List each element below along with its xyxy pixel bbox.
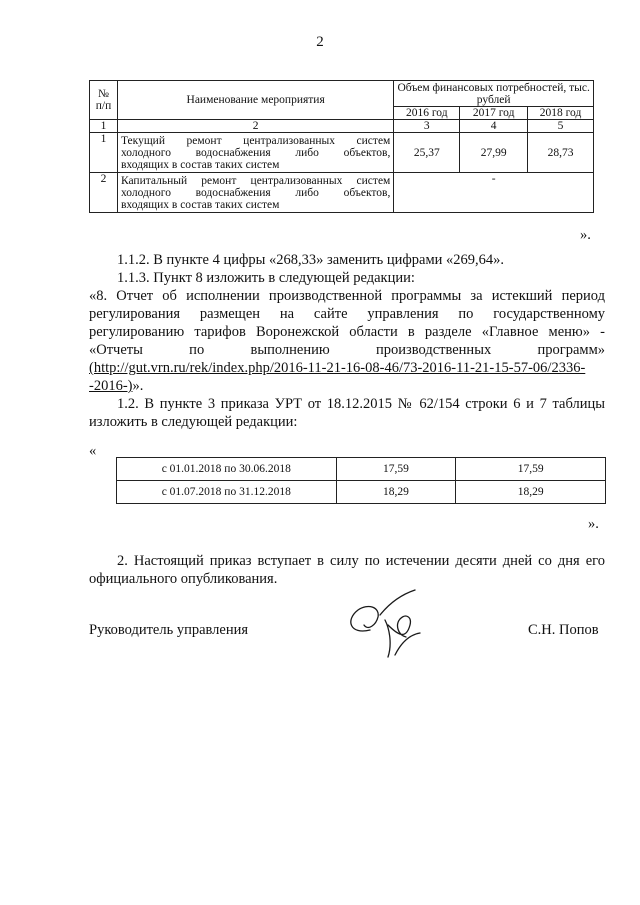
paragraph-8-line: регулированию тарифов Воронежской области в разделе «Главное меню» - bbox=[89, 324, 605, 340]
paragraph-2-line2: официального опубликования. bbox=[89, 571, 278, 587]
close-quote-1: ». bbox=[580, 227, 591, 243]
header-year-2018: 2018 год bbox=[528, 107, 594, 120]
row-name: Капитальный ремонт централизованных систем холодного водоснабжения либо объектов, входящих в состав таких систем bbox=[117, 173, 393, 213]
page-number: 2 bbox=[316, 34, 324, 50]
index-cell: 4 bbox=[460, 120, 528, 133]
header-year-2016: 2016 год bbox=[394, 107, 460, 120]
table-row bbox=[117, 458, 606, 481]
report-link-part2[interactable]: -2016-) bbox=[89, 378, 133, 394]
row-num: 1 bbox=[90, 133, 118, 173]
value-cell: 17,59 bbox=[336, 458, 456, 481]
close-quote-2: ». bbox=[588, 516, 599, 532]
value-cell: 18,29 bbox=[336, 481, 456, 504]
header-name: Наименование мероприятия bbox=[117, 81, 393, 120]
paragraph-8-link-line bbox=[89, 359, 605, 377]
header-year-2017: 2017 год bbox=[460, 107, 528, 120]
value-cell: 18,29 bbox=[456, 481, 606, 504]
index-cell: 5 bbox=[528, 120, 594, 133]
paragraph-8-line: регулирования размещен на сайте управления по государственному bbox=[89, 306, 605, 322]
index-cell: 1 bbox=[90, 120, 118, 133]
paragraph-1-1-2: 1.1.2. В пункте 4 цифры «268,33» заменить цифрами «269,64». bbox=[117, 252, 505, 268]
header-volume: Объем финансовых потребностей, тыс. рублей bbox=[394, 81, 594, 107]
index-cell: 2 bbox=[117, 120, 393, 133]
header-num: № п/п bbox=[90, 81, 118, 120]
signer-title: Руководитель управления bbox=[89, 622, 249, 638]
paragraph-1-2-line1: 1.2. В пункте 3 приказа УРТ от 18.12.2015 № 62/154 строки 6 и 7 таблицы bbox=[117, 396, 605, 412]
row-value-2018: 28,73 bbox=[528, 133, 594, 173]
open-quote: « bbox=[89, 443, 97, 459]
paragraph-1-2-line2: изложить в следующей редакции: bbox=[89, 414, 298, 430]
financial-needs-table bbox=[89, 80, 594, 213]
paragraph-8-link-tail: -2016-)». bbox=[89, 378, 144, 394]
report-link-part1[interactable]: (http://gut.vrn.ru/rek/index.php/2016-11-21-16-08-46/73-2016-11-21-15-57-06/2336- bbox=[89, 360, 586, 376]
row-dash: - bbox=[394, 173, 594, 213]
table-row bbox=[90, 133, 594, 173]
row-name: Текущий ремонт централизованных систем холодного водоснабжения либо объектов, входящих в состав таких систем bbox=[117, 133, 393, 173]
paragraph-8-line: «8. Отчет об исполнении производственной программы за истекший период bbox=[89, 288, 605, 304]
table-row bbox=[117, 481, 606, 504]
period-cell: с 01.01.2018 по 30.06.2018 bbox=[117, 458, 337, 481]
period-cell: с 01.07.2018 по 31.12.2018 bbox=[117, 481, 337, 504]
paragraph-2-line1: 2. Настоящий приказ вступает в силу по истечении десяти дней со дня его bbox=[117, 553, 605, 569]
row-value-2017: 27,99 bbox=[460, 133, 528, 173]
value-cell: 17,59 bbox=[456, 458, 606, 481]
table-row bbox=[90, 173, 594, 213]
signature-image bbox=[340, 585, 430, 665]
row-num: 2 bbox=[90, 173, 118, 213]
paragraph-8-line: «Отчеты по выполнению производственных программ» bbox=[89, 342, 605, 358]
paragraph-1-1-3: 1.1.3. Пункт 8 изложить в следующей редакции: bbox=[117, 270, 415, 286]
row-value-2016: 25,37 bbox=[394, 133, 460, 173]
signer-name: С.Н. Попов bbox=[528, 622, 599, 638]
index-cell: 3 bbox=[394, 120, 460, 133]
tariff-rows-table bbox=[116, 457, 606, 504]
